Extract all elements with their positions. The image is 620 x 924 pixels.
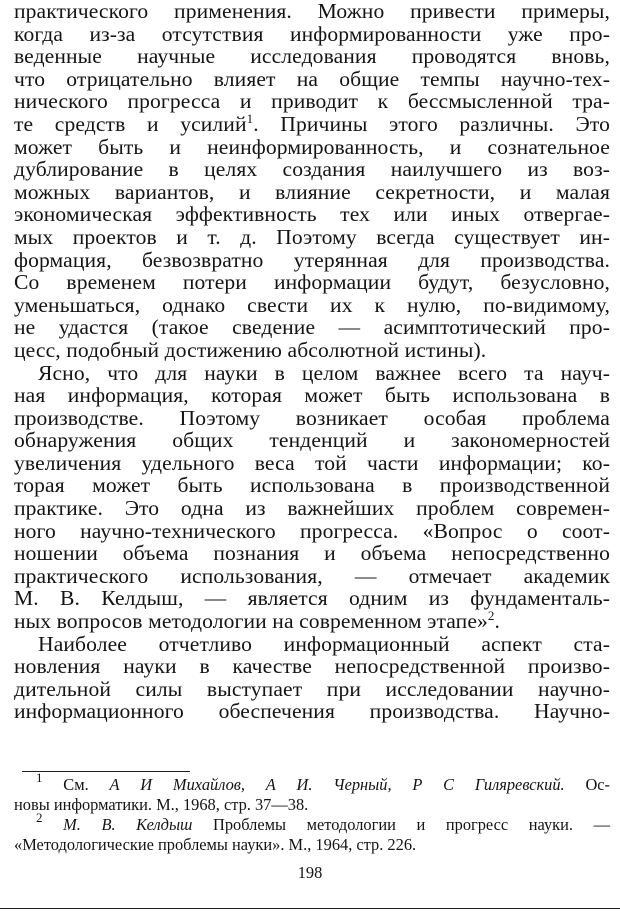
text-fragment: .	[494, 609, 501, 634]
text-line: формация, безвозвратно утерянная для производства.	[14, 247, 610, 272]
text-line: М. В. Келдыш, — является одним из фундаменталь-	[14, 586, 610, 611]
footnote-text: Ос-	[564, 775, 611, 794]
footnote-1-cont: новы информатики. М., 1968, стр. 37—38.	[14, 795, 309, 814]
text-line: практического использования, — отмечает академик	[14, 563, 610, 588]
text-line: нического прогресса и приводит к бессмысленной тра-	[14, 89, 610, 114]
footnote-text: См.	[63, 775, 110, 794]
footnote-2	[14, 810, 610, 835]
text-fragment: те средств и усилий	[14, 111, 247, 136]
text-line: не удастся (такое сведение — асимптотический про-	[14, 315, 610, 340]
page-bottom-rule	[0, 908, 620, 909]
page-number: 198	[297, 863, 323, 882]
text-line: практического применения. Можно привести примеры,	[14, 0, 610, 23]
footnote-text: Проблемы методологии и прогресс науки. —	[192, 815, 610, 834]
text-line: информационного обеспечения производства. Научно-	[14, 699, 610, 724]
footnotes	[14, 770, 611, 855]
text-line: может быть и неинформированность, и сознательное	[14, 134, 610, 159]
text-line: дительной силы выступает при исследовании научно-	[14, 676, 610, 701]
text-line: ная информация, которая может быть использована в	[14, 383, 610, 408]
footnote-2-cont: «Методологические проблемы науки». М., 1964, стр. 226.	[14, 835, 417, 854]
text-line: обнаружения общих тенденций и закономерностей	[14, 428, 610, 453]
text-line: Ясно, что для науки в целом важнее всего та науч-	[38, 360, 610, 385]
text-line: увеличения удельного веса той части информации; ко-	[14, 450, 610, 475]
text-line: практике. Это одна из важнейших проблем современ-	[14, 496, 610, 521]
text-line	[14, 110, 610, 136]
text-fragment: ных вопросов методологии на современном этапе»	[14, 609, 488, 634]
text-line: веденные научные исследования проводятся вновь,	[14, 44, 610, 69]
text-line: производстве. Поэтому возникает особая проблема	[14, 405, 610, 430]
body-text	[14, 0, 610, 723]
text-line: когда из-за отсутствия информированности уже про-	[14, 21, 610, 46]
footnote-author: М. В. Келдыш	[63, 815, 193, 834]
text-line: цесс, подобный достижению абсолютной истины).	[14, 337, 487, 362]
text-line: уменьшаться, однако свести их к нулю, по-видимому,	[14, 292, 610, 317]
text-line: ного научно-технического прогресса. «Вопрос о соот-	[14, 518, 610, 543]
text-line: можных вариантов, и влияние секретности, и малая	[14, 179, 610, 204]
footnote-divider	[22, 771, 190, 772]
text-line: что отрицательно влияет на общие темпы научно-тех-	[14, 66, 610, 91]
text-fragment: . Причины этого различны. Это	[253, 111, 610, 136]
text-line: ношении объема познания и объема непосредственно	[14, 541, 610, 566]
text-line: новления науки в качестве непосредственной произво-	[14, 654, 610, 679]
text-line	[14, 610, 610, 633]
text-line: мых проектов и т. д. Поэтому всегда существует ин-	[14, 224, 610, 249]
footnote-1	[14, 770, 611, 795]
text-line: торая может быть использована в производственной	[14, 473, 610, 498]
text-line: Со временем потери информации будут, безусловно,	[14, 270, 610, 295]
text-line: экономическая эффективность тех или иных отвергае-	[14, 202, 610, 227]
footnote-authors: А И Михайлов, А И. Черный, Р С Гиляревский.	[109, 775, 565, 794]
footnote-ref-1[interactable]: 1	[246, 110, 254, 126]
footnote-mark: 2	[36, 810, 43, 825]
text-line: Наиболее отчетливо информационный аспект ста-	[38, 631, 610, 656]
text-line: дублирование в целях создания наилучшего из воз-	[14, 157, 610, 182]
footnote-mark: 1	[36, 770, 43, 785]
footnote-ref-2[interactable]: 2	[487, 608, 495, 624]
